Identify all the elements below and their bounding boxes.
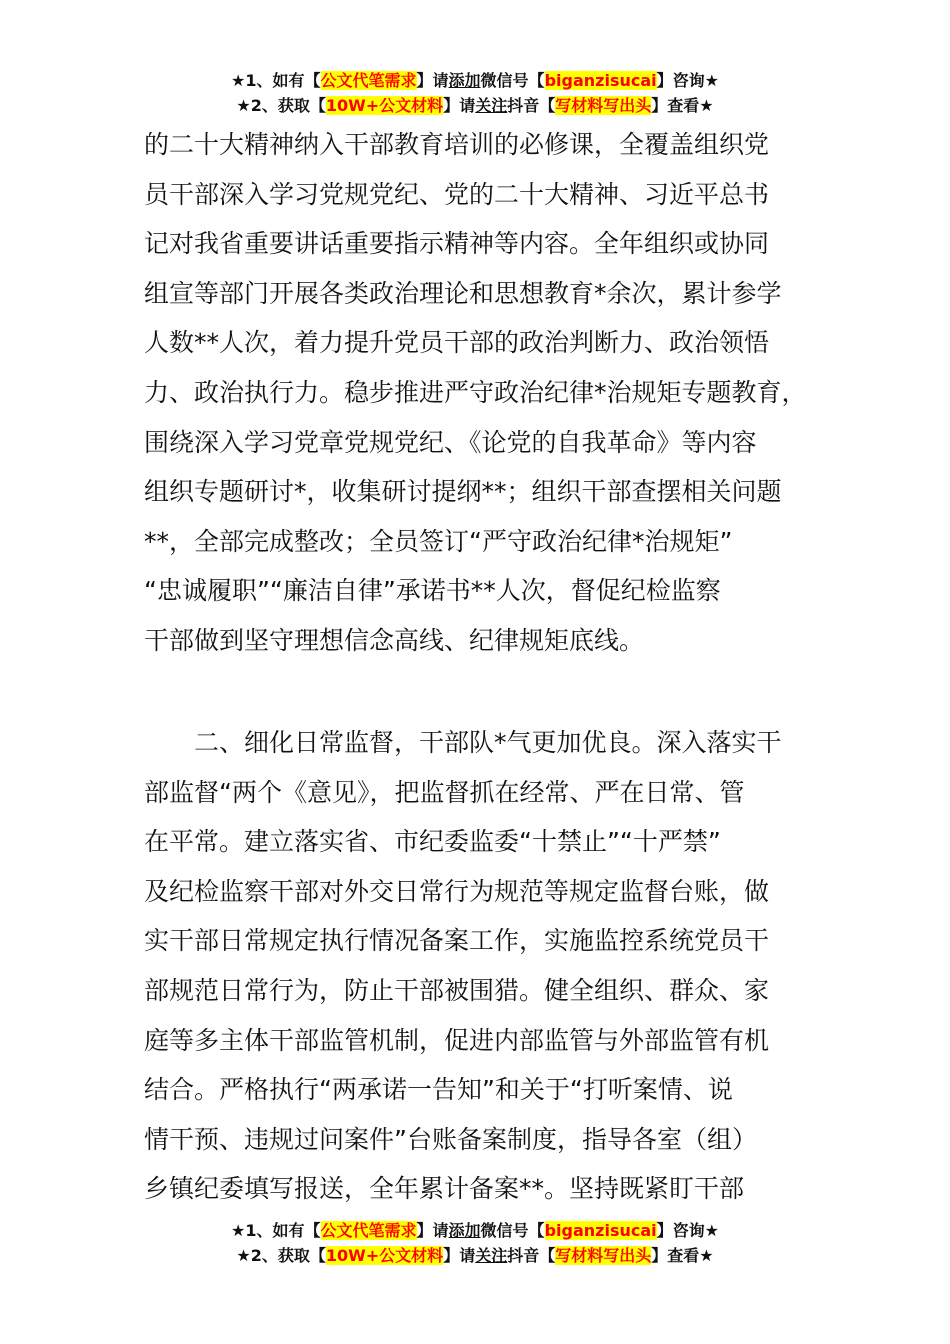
banner-text: 抖音【 — [507, 1246, 556, 1265]
text-line: 在平常。建立落实省、市纪委监委“十禁止”“十严禁” — [144, 827, 721, 857]
highlight-materials: 10W+公文材料 — [325, 96, 444, 115]
banner-emphasis: 添加 — [448, 71, 481, 90]
banner-text: 微信号【 — [480, 71, 545, 90]
banner-line-2 — [0, 93, 950, 118]
banner-emphasis: 关注 — [475, 1246, 508, 1265]
text-line: 组宣等部门开展各类政治理论和思想教育*余次，累计参学 — [144, 278, 782, 308]
banner-text: ★1、如有【 — [231, 71, 321, 90]
banner-text: 抖音【 — [507, 96, 556, 115]
banner-text: 】请 — [443, 96, 476, 115]
banner-text: 】查看★ — [651, 1246, 714, 1265]
text-line: 力、政治执行力。稳步推进严守政治纪律*治规矩专题教育， — [144, 377, 807, 407]
banner-line-1 — [0, 1218, 950, 1243]
text-line: 结合。严格执行“两承诺一告知”和关于“打听案情、说 — [144, 1075, 733, 1105]
text-line: 组织专题研讨*，收集研讨提纲**；组织干部查摆相关问题 — [144, 477, 782, 507]
paragraph-2 — [144, 718, 834, 1214]
text-line: 员干部深入学习党规党纪、党的二十大精神、习近平总书 — [144, 179, 770, 209]
banner-line-2 — [0, 1243, 950, 1268]
text-line: 干部做到坚守理想信念高线、纪律规矩底线。 — [144, 625, 645, 655]
highlight-wechat-id: biganzisucai — [544, 1221, 657, 1240]
text-line: 实干部日常规定执行情况备案工作，实施监控系统党员干 — [144, 926, 770, 956]
header-banner — [0, 68, 950, 118]
banner-text: 】咨询★ — [656, 71, 719, 90]
highlight-service: 公文代笔需求 — [320, 71, 417, 90]
banner-text: 】请 — [443, 1246, 476, 1265]
text-line: 乡镇纪委填写报送，全年累计备案**。坚持既紧盯干部 — [144, 1174, 745, 1204]
highlight-douyin-id: 写材料写出头 — [555, 96, 652, 115]
banner-text: ★1、如有【 — [231, 1221, 321, 1240]
text-line: 围绕深入学习党章党规党纪、《论党的自我革命》等内容 — [144, 427, 757, 457]
highlight-douyin-id: 写材料写出头 — [555, 1246, 652, 1265]
paragraph-1 — [144, 120, 834, 666]
banner-text: 】查看★ — [651, 96, 714, 115]
text-line: 及纪检监察干部对外交日常行为规范等规定监督台账，做 — [144, 876, 770, 906]
banner-text: ★2、获取【 — [236, 96, 326, 115]
section-heading-line: 二、细化日常监督，干部队*气更加优良。深入落实干 — [144, 728, 782, 757]
highlight-service: 公文代笔需求 — [320, 1221, 417, 1240]
banner-emphasis: 添加 — [448, 1221, 481, 1240]
text-line: **，全部完成整改；全员签订“严守政治纪律*治规矩” — [144, 526, 733, 556]
text-line: 部规范日常行为，防止干部被围猎。健全组织、群众、家 — [144, 975, 770, 1005]
banner-text: 】请 — [416, 71, 449, 90]
text-line: 的二十大精神纳入干部教育培训的必修课，全覆盖组织党 — [144, 130, 770, 159]
banner-emphasis: 关注 — [475, 96, 508, 115]
text-line: 记对我省重要讲话重要指示精神等内容。全年组织或协同 — [144, 229, 770, 259]
banner-line-1 — [0, 68, 950, 93]
highlight-materials: 10W+公文材料 — [325, 1246, 444, 1265]
footer-banner — [0, 1218, 950, 1268]
text-line: 部监督“两个《意见》，把监督抓在经常、严在日常、管 — [144, 777, 745, 807]
banner-text: ★2、获取【 — [236, 1246, 326, 1265]
text-line: 庭等多主体干部监管机制，促进内部监管与外部监管有机 — [144, 1025, 770, 1055]
banner-text: 】咨询★ — [656, 1221, 719, 1240]
text-line: 人数**人次，着力提升党员干部的政治判断力、政治领悟 — [144, 328, 770, 358]
highlight-wechat-id: biganzisucai — [544, 71, 657, 90]
text-line: “忠诚履职”“廉洁自律”承诺书**人次，督促纪检监察 — [144, 576, 721, 606]
banner-text: 】请 — [416, 1221, 449, 1240]
text-line: 情干预、违规过问案件”台账备案制度，指导各室（组） — [144, 1124, 757, 1154]
banner-text: 微信号【 — [480, 1221, 545, 1240]
